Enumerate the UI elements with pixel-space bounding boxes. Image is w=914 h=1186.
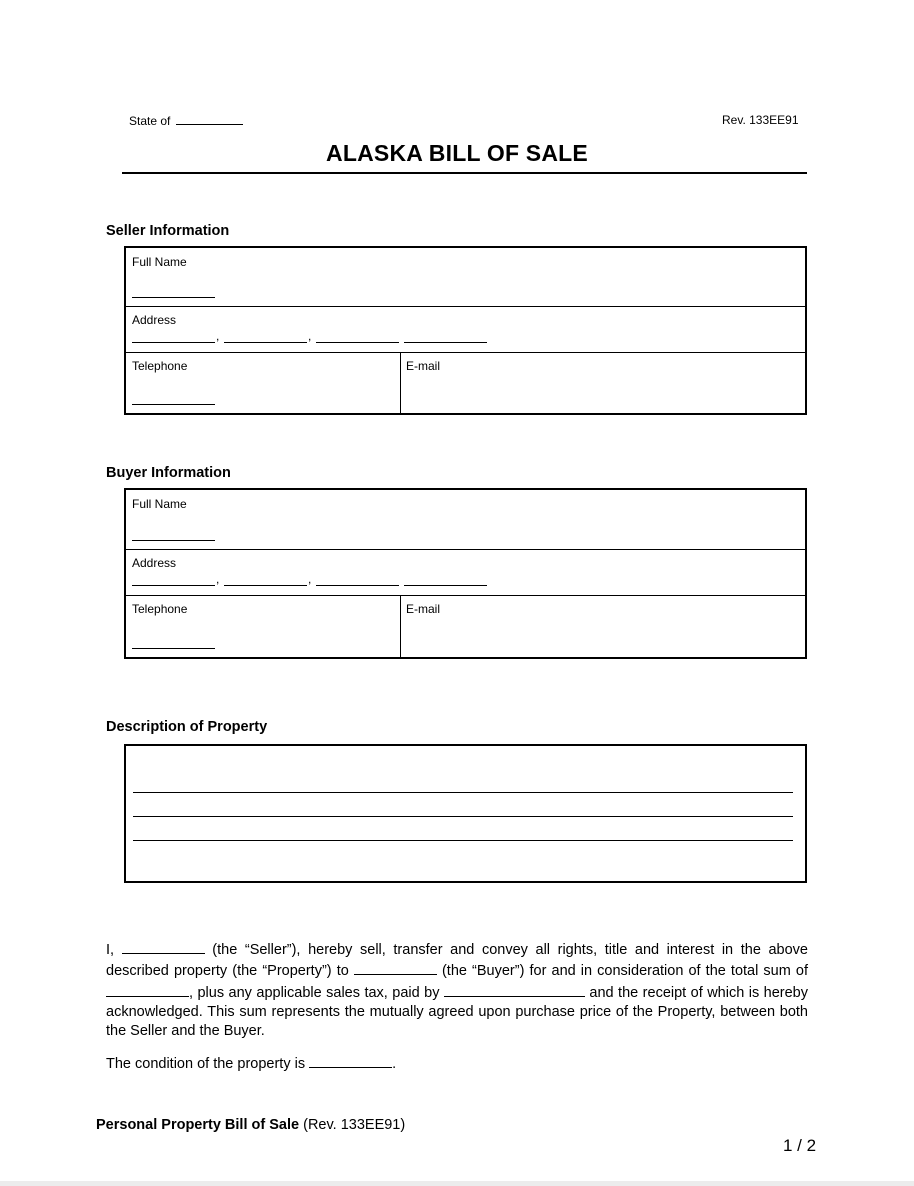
- buyer-telephone-blank[interactable]: [132, 648, 215, 649]
- buyer-street-blank[interactable]: [132, 585, 215, 586]
- buyer-zip-blank[interactable]: [404, 585, 487, 586]
- revision-label: Rev. 133EE91: [722, 113, 799, 127]
- property-description-box: [124, 744, 807, 883]
- footer-form-name: [96, 1117, 405, 1133]
- buyer-city-blank[interactable]: [224, 585, 307, 586]
- condition-text: The condition of the property is: [106, 1056, 306, 1072]
- buyer-email-label: E-mail: [406, 602, 441, 616]
- seller-zip-blank[interactable]: [404, 342, 487, 343]
- property-section-title: Description of Property: [106, 719, 268, 735]
- buyer-state-blank[interactable]: [316, 585, 399, 586]
- agreement-text: I,: [106, 942, 115, 958]
- agreement-text: (the “Buyer”) for and in consideration of the total sum of: [441, 963, 808, 980]
- seller-name-blank[interactable]: [122, 939, 205, 954]
- address-separator: ,: [308, 572, 312, 586]
- seller-city-blank[interactable]: [224, 342, 307, 343]
- seller-telephone-blank[interactable]: [132, 404, 215, 405]
- buyer-full-name-blank[interactable]: [132, 540, 215, 541]
- seller-full-name-label: Full Name: [132, 255, 187, 269]
- page-bottom-edge: [0, 1181, 914, 1186]
- agreement-paragraph: [106, 939, 808, 1041]
- agreement-text: , plus any applicable sales tax, paid by: [189, 984, 440, 1001]
- seller-full-name-row: [126, 248, 805, 307]
- agreement-text: (the “Seller”), hereby sell, transfer and convey all rights, title and interest in the above described property (the “Property”) to: [106, 942, 808, 980]
- agreement-text: and the receipt of which is hereby acknowledged. This sum represents the mutually agreed upon purchase price of the Property, between both the Seller and the Buyer.: [106, 984, 809, 1040]
- payment-method-blank[interactable]: [444, 982, 585, 997]
- footer-revision: (Rev. 133EE91): [303, 1117, 406, 1133]
- address-separator: ,: [216, 572, 220, 586]
- seller-address-label: Address: [132, 313, 177, 327]
- seller-full-name-blank[interactable]: [132, 297, 215, 298]
- total-sum-blank[interactable]: [106, 982, 189, 997]
- title-divider: [122, 172, 807, 174]
- seller-street-blank[interactable]: [132, 342, 215, 343]
- contact-divider: [400, 353, 401, 413]
- seller-info-box: [124, 246, 807, 415]
- property-condition: [106, 1053, 396, 1072]
- document-title: ALASKA BILL OF SALE: [326, 140, 588, 166]
- buyer-full-name-label: Full Name: [132, 497, 187, 511]
- buyer-address-row: [126, 550, 805, 596]
- contact-divider: [400, 596, 401, 657]
- buyer-contact-row: [126, 596, 805, 657]
- buyer-info-box: [124, 488, 807, 659]
- state-of-field: [129, 113, 243, 128]
- condition-suffix: .: [392, 1056, 397, 1072]
- buyer-address-label: Address: [132, 556, 177, 570]
- seller-email-label: E-mail: [406, 359, 441, 373]
- seller-address-row: [126, 307, 805, 353]
- buyer-telephone-label: Telephone: [132, 602, 188, 616]
- buyer-section-title: Buyer Information: [106, 465, 231, 481]
- state-of-label: State of: [129, 114, 171, 128]
- description-line[interactable]: [133, 840, 793, 841]
- buyer-name-blank[interactable]: [354, 960, 437, 975]
- seller-state-blank[interactable]: [316, 342, 399, 343]
- address-separator: ,: [308, 329, 312, 343]
- seller-telephone-label: Telephone: [132, 359, 188, 373]
- description-line[interactable]: [133, 792, 793, 793]
- condition-blank[interactable]: [309, 1053, 392, 1068]
- seller-contact-row: [126, 353, 805, 413]
- description-line[interactable]: [133, 816, 793, 817]
- footer-form-title: Personal Property Bill of Sale: [96, 1117, 300, 1133]
- page-number: 1 / 2: [783, 1136, 817, 1155]
- state-blank[interactable]: [176, 113, 243, 125]
- seller-section-title: Seller Information: [106, 223, 230, 239]
- buyer-full-name-row: [126, 490, 805, 550]
- address-separator: ,: [216, 329, 220, 343]
